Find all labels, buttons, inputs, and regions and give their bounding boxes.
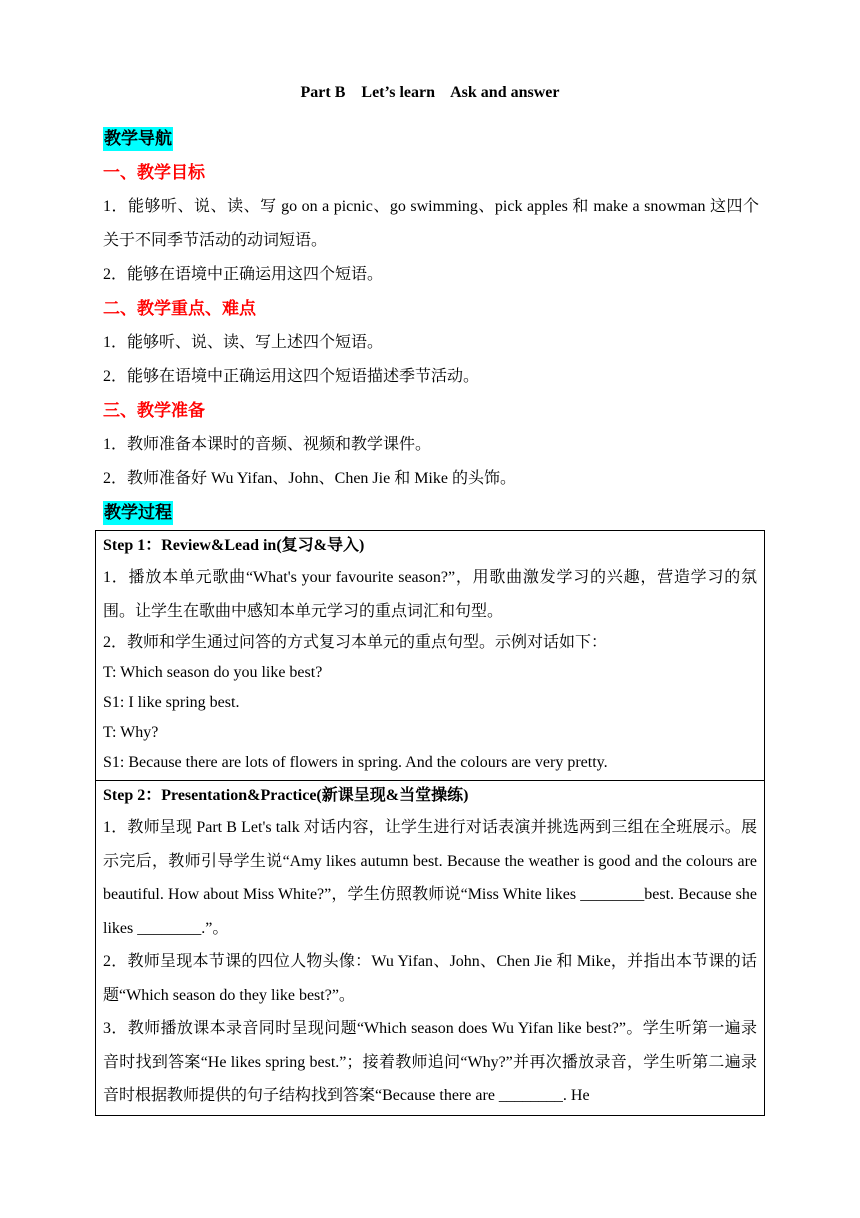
- step-cell: [96, 781, 765, 1116]
- step-title: Step 1：Review&Lead in(复习&导入): [103, 537, 365, 554]
- section-label-nav: 教学导航: [103, 127, 173, 151]
- preparation-item: 2．教师准备好 Wu Yifan、John、Chen Jie 和 Mike 的头饰。: [103, 470, 516, 487]
- step-cell: [96, 531, 765, 781]
- step-line: S1: I like spring best.: [103, 694, 240, 711]
- key-point-item: 1．能够听、说、读、写上述四个短语。: [103, 334, 384, 351]
- step-title: Step 2：Presentation&Practice(新课呈现&当堂操练): [103, 787, 469, 804]
- section-label-process: 教学过程: [103, 501, 173, 525]
- key-point-item: 2．能够在语境中正确运用这四个短语描述季节活动。: [103, 368, 480, 385]
- heading-key-points: 二、教学重点、难点: [103, 299, 256, 318]
- step-line: 2．教师和学生通过问答的方式复习本单元的重点句型。示例对话如下：: [103, 634, 608, 651]
- process-table: [95, 530, 765, 1116]
- page-title: Part B Let’s learn Ask and answer: [300, 84, 560, 101]
- table-row: [96, 531, 765, 781]
- step-line: T: Why?: [103, 724, 159, 741]
- step-line: T: Which season do you like best?: [103, 664, 323, 681]
- preparation-item: 1．教师准备本课时的音频、视频和教学课件。: [103, 436, 432, 453]
- step-line: 1．播放本单元歌曲“What's your favourite season?”，用歌曲激发学习的兴趣，营造学习的氛围。让学生在歌曲中感知本单元学习的重点词汇和句型。: [103, 569, 757, 620]
- objective-item: 1．能够听、说、读、写 go on a picnic、go swimming、pick apples 和 make a snowman 这四个关于不同季节活动的动词短语。: [103, 198, 759, 249]
- step-line: 3．教师播放课本录音同时呈现问题“Which season does Wu Yifan like best?”。学生听第一遍录音时找到答案“He likes spring best.”；接着教师追问“Why?”并再次播放录音，学生听第二遍录音时根据教师提供的句子结构找到答案“Because there are ________. He: [103, 1020, 757, 1104]
- heading-objectives: 一、教学目标: [103, 163, 205, 182]
- step-line: S1: Because there are lots of flowers in spring. And the colours are very pretty.: [103, 754, 608, 771]
- intro-section: [103, 122, 759, 530]
- step-line: 1．教师呈现 Part B Let's talk 对话内容，让学生进行对话表演并挑选两到三组在全班展示。展示完后，教师引导学生说“Amy likes autumn best. Because the weather is good and the colours are beautiful. How about Miss White?”，学生仿照教师说“Miss White likes ________best. Because she likes ________.”。: [103, 819, 757, 937]
- table-row: [96, 781, 765, 1116]
- heading-preparation: 三、教学准备: [103, 401, 205, 420]
- step-line: 2．教师呈现本节课的四位人物头像：Wu Yifan、John、Chen Jie 和 Mike，并指出本节课的话题“Which season do they like best?”。: [103, 953, 757, 1004]
- objective-item: 2．能够在语境中正确运用这四个短语。: [103, 266, 384, 283]
